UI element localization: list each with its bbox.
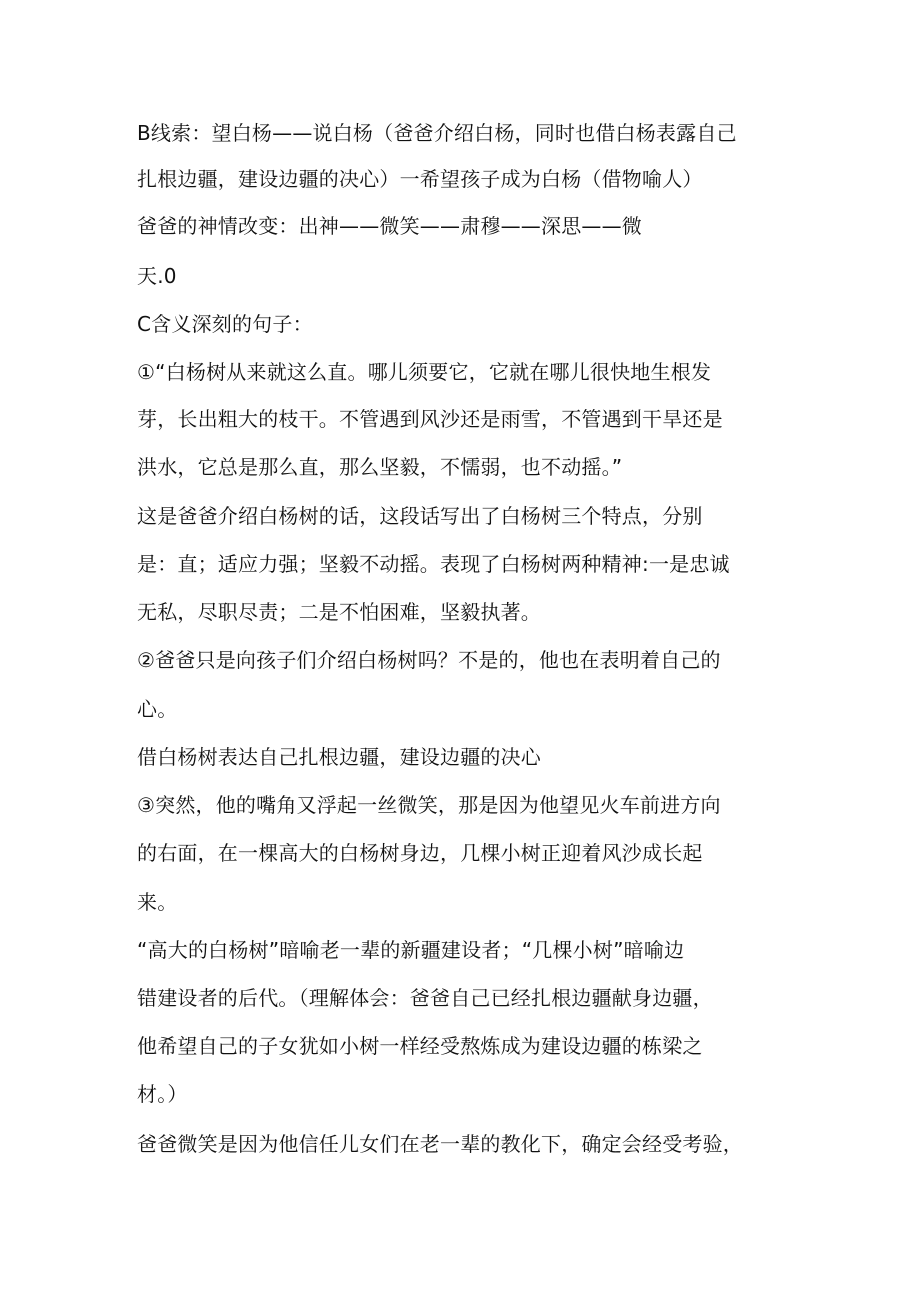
text-line: 心。 [137, 697, 178, 721]
text-line: C含义深刻的句子： [137, 312, 313, 336]
text-line: 无私，尽职尽责；二是不怕困难，坚毅执著。 [137, 600, 541, 624]
text-line: ③突然，他的嘴角又浮起一丝微笑，那是因为他望见火车前进方向 [137, 793, 721, 817]
text-line: “高大的白杨树”暗喻老一辈的新疆建设者；“几棵小树”暗喻边 [137, 938, 685, 962]
text-line: 天.0 [137, 264, 177, 288]
text-line: 洪水，它总是那么直，那么坚毅，不懦弱，也不动摇。” [137, 455, 623, 479]
text-line: ②爸爸只是向孩子们介绍白杨树吗？不是的，他也在表明着自己的 [137, 648, 721, 672]
text-line: B线索：望白杨——说白杨（爸爸介绍白杨，同时也借白杨表露自己 [137, 121, 737, 145]
text-line: 借白杨树表达自己扎根边疆，建设边疆的决心 [137, 745, 541, 769]
text-line: 错建设者的后代。（理解体会：爸爸自己已经扎根边疆献身边疆， [137, 986, 713, 1010]
text-line: 爸爸微笑是因为他信任儿女们在老一辈的教化下，确定会经受考验， [137, 1132, 743, 1156]
text-line: 的右面，在一棵高大的白杨树身边，几棵小树正迎着风沙成长起 [137, 841, 703, 865]
text-line: 爸爸的神情改变：出神——微笑——肃穆——深思——微 [137, 214, 642, 238]
text-line: 他希望自己的子女犹如小树一样经受熬炼成为建设边疆的栋梁之 [137, 1034, 703, 1058]
text-line: 是：直；适应力强；坚毅不动摇。表现了白杨树两种精神:一是忠诚 [137, 552, 730, 576]
text-line: 材。） [137, 1082, 188, 1106]
text-line: 芽，长出粗大的枝干。不管遇到风沙还是雨雪，不管遇到干旱还是 [137, 407, 723, 431]
text-line: 扎根边疆，建设边疆的决心）一希望孩子成为白杨（借物喻人） [137, 167, 703, 191]
text-line: 来。 [137, 890, 178, 914]
text-line: 这是爸爸介绍白杨树的话，这段话写出了白杨树三个特点，分别 [137, 504, 703, 528]
text-line: ①“白杨树从来就这么直。哪儿须要它，它就在哪儿很快地生根发 [137, 360, 712, 384]
